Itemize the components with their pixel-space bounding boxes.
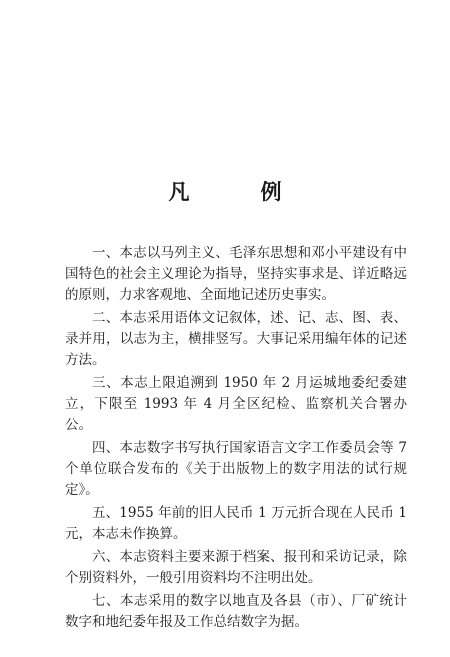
- guideline-paragraph-5: 五、1955 年前的旧人民币 1 万元折合现在人民币 1 元，本志未作换算。: [65, 505, 407, 542]
- guideline-paragraph-1: 一、本志以马列主义、毛泽东思想和邓小平建设有中国特色的社会主义理论为指导，坚持实事求是、详近略远的原则，力求客观地、全面地记述历史事实。: [65, 245, 407, 303]
- guideline-paragraph-7: 七、本志采用的数字以地直及各县（市）、厂矿统计数字和地纪委年报及工作总结数字为据。: [65, 593, 407, 630]
- guidelines-body: [65, 243, 407, 635]
- guideline-paragraph-2: 二、本志采用语体文记叙体，述、记、志、图、表、录并用，以志为主，横排竖写。大事记采用编年体的记述方法。: [65, 310, 407, 368]
- guideline-paragraph-3: 三、本志上限追溯到 1950 年 2 月运城地委纪委建立，下限至 1993 年 4 月全区纪检、监察机关合署办公。: [65, 375, 407, 433]
- guideline-paragraph-6: 六、本志资料主要来源于档案、报刊和采访记录，除个别资料外，一般引用资料均不注明出处。: [65, 549, 407, 586]
- page-title: 凡 例: [168, 180, 307, 204]
- guideline-paragraph-4: 四、本志数字书写执行国家语言文字工作委员会等 7 个单位联合发布的《关于出版物上的数字用法的试行规定》。: [65, 440, 407, 498]
